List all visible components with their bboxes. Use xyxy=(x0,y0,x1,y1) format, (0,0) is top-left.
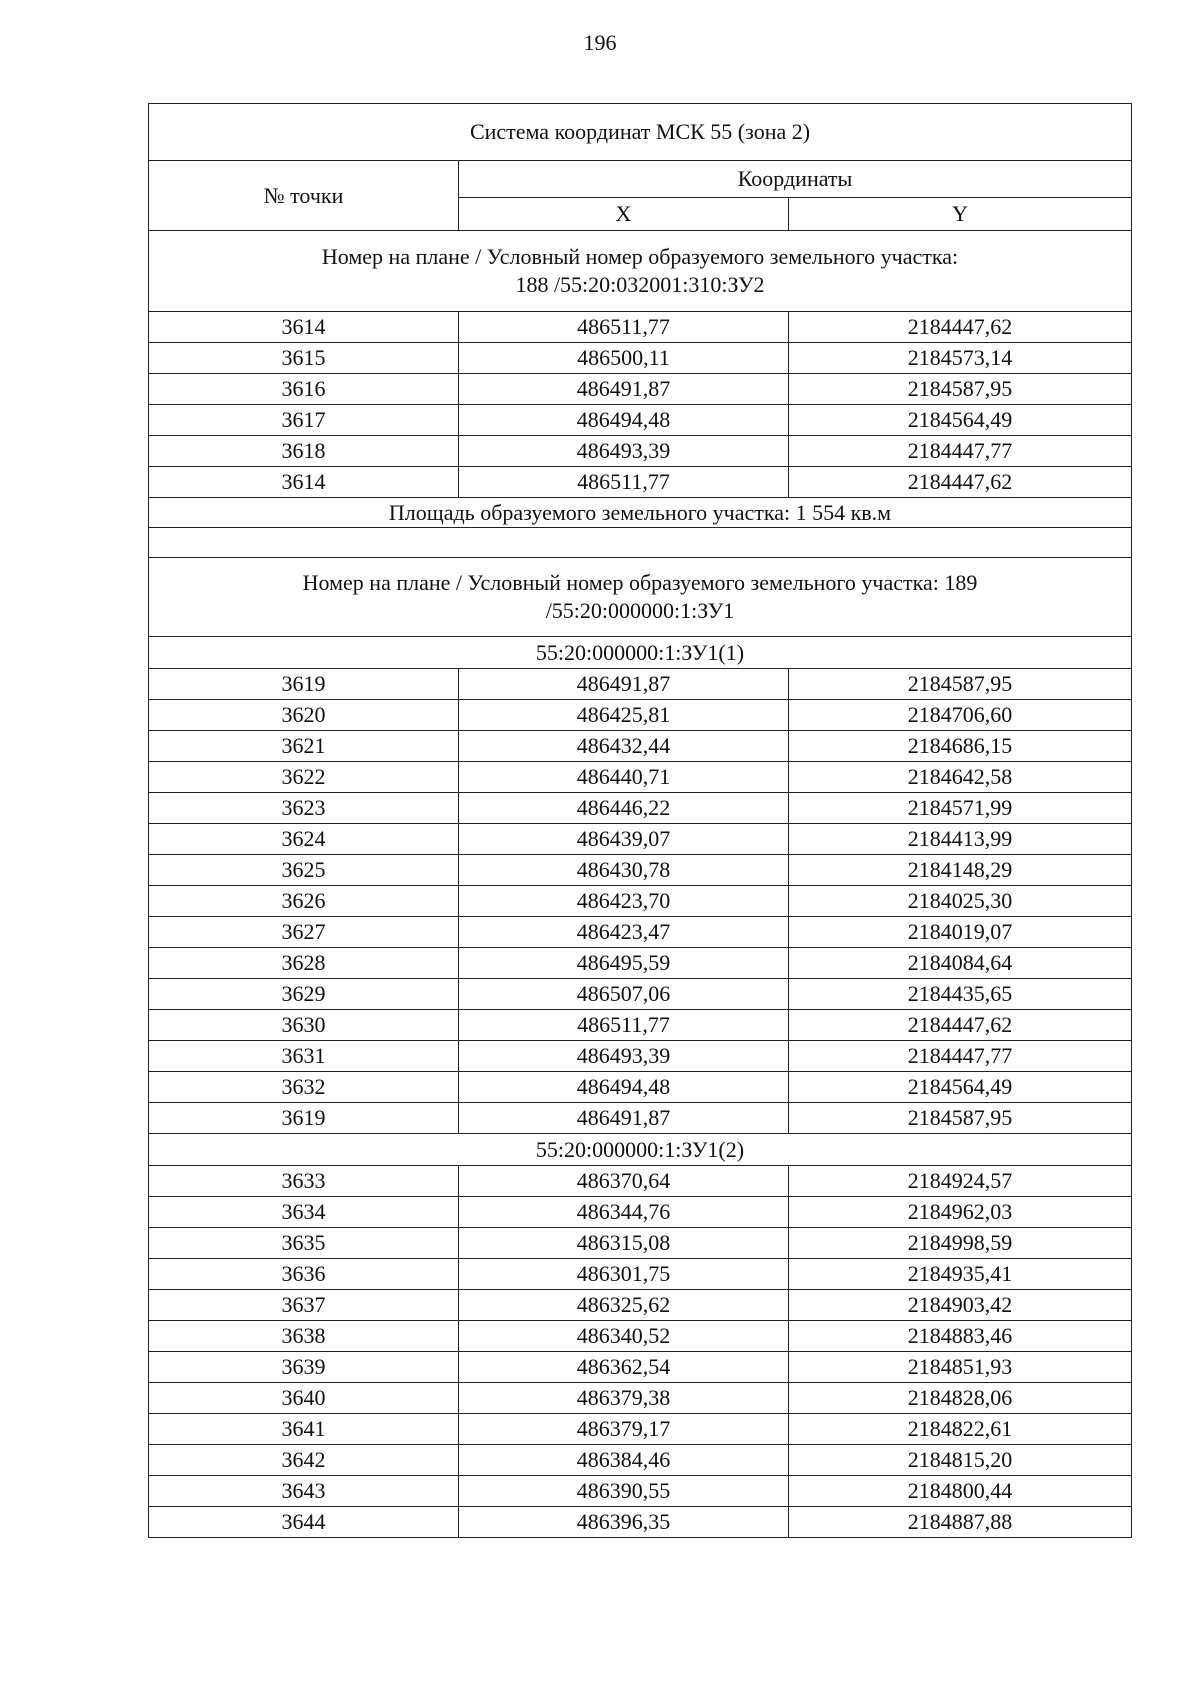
table-row xyxy=(149,1072,1132,1103)
x-coordinate-cell: 486440,71 xyxy=(459,762,789,793)
coordinates-table xyxy=(148,103,1132,1538)
point-number-cell: 3633 xyxy=(149,1166,459,1197)
table-row xyxy=(149,669,1132,700)
x-coordinate-cell: 486511,77 xyxy=(459,467,789,498)
point-number-cell: 3619 xyxy=(149,669,459,700)
point-number-cell: 3637 xyxy=(149,1290,459,1321)
table-row xyxy=(149,312,1132,343)
x-coordinate-cell: 486500,11 xyxy=(459,343,789,374)
table-row xyxy=(149,948,1132,979)
y-coordinate-cell: 2184998,59 xyxy=(789,1228,1132,1259)
coordinates-header: Координаты xyxy=(459,161,1132,198)
plot-189-part2-label: 55:20:000000:1:ЗУ1(2) xyxy=(149,1134,1132,1166)
x-coordinate-cell: 486446,22 xyxy=(459,793,789,824)
x-coordinate-cell: 486423,70 xyxy=(459,886,789,917)
y-coordinate-cell: 2184447,77 xyxy=(789,1041,1132,1072)
table-row xyxy=(149,1041,1132,1072)
table-row xyxy=(149,793,1132,824)
y-coordinate-cell: 2184686,15 xyxy=(789,731,1132,762)
y-coordinate-cell: 2184435,65 xyxy=(789,979,1132,1010)
table-row xyxy=(149,762,1132,793)
point-number-cell: 3641 xyxy=(149,1414,459,1445)
point-number-cell: 3616 xyxy=(149,374,459,405)
x-coordinate-cell: 486495,59 xyxy=(459,948,789,979)
point-number-cell: 3632 xyxy=(149,1072,459,1103)
y-coordinate-cell: 2184447,62 xyxy=(789,467,1132,498)
y-coordinate-cell: 2184815,20 xyxy=(789,1445,1132,1476)
table-row xyxy=(149,1414,1132,1445)
point-number-cell: 3617 xyxy=(149,405,459,436)
x-coordinate-cell: 486511,77 xyxy=(459,312,789,343)
point-number-cell: 3615 xyxy=(149,343,459,374)
x-coordinate-cell: 486494,48 xyxy=(459,405,789,436)
y-coordinate-cell: 2184025,30 xyxy=(789,886,1132,917)
point-number-cell: 3642 xyxy=(149,1445,459,1476)
x-coordinate-cell: 486430,78 xyxy=(459,855,789,886)
x-coordinate-cell: 486384,46 xyxy=(459,1445,789,1476)
y-coordinate-cell: 2184822,61 xyxy=(789,1414,1132,1445)
point-number-cell: 3630 xyxy=(149,1010,459,1041)
x-header: X xyxy=(459,198,789,231)
point-number-cell: 3638 xyxy=(149,1321,459,1352)
plot-189-part1-label: 55:20:000000:1:ЗУ1(1) xyxy=(149,637,1132,669)
x-coordinate-cell: 486439,07 xyxy=(459,824,789,855)
table-row xyxy=(149,1321,1132,1352)
empty-separator-row xyxy=(149,528,1132,558)
point-number-cell: 3618 xyxy=(149,436,459,467)
y-coordinate-cell: 2184587,95 xyxy=(789,669,1132,700)
point-number-cell: 3628 xyxy=(149,948,459,979)
point-number-cell: 3636 xyxy=(149,1259,459,1290)
plot-188-header-line2: 188 /55:20:032001:310:ЗУ2 xyxy=(515,272,765,297)
y-coordinate-cell: 2184447,62 xyxy=(789,312,1132,343)
y-coordinate-cell: 2184447,62 xyxy=(789,1010,1132,1041)
table-row xyxy=(149,1197,1132,1228)
x-coordinate-cell: 486362,54 xyxy=(459,1352,789,1383)
y-coordinate-cell: 2184828,06 xyxy=(789,1383,1132,1414)
y-header: Y xyxy=(789,198,1132,231)
page-number: 196 xyxy=(583,30,617,55)
x-coordinate-cell: 486507,06 xyxy=(459,979,789,1010)
point-number-cell: 3625 xyxy=(149,855,459,886)
table-row xyxy=(149,824,1132,855)
table-row xyxy=(149,467,1132,498)
table-row xyxy=(149,1290,1132,1321)
x-coordinate-cell: 486491,87 xyxy=(459,669,789,700)
point-number-cell: 3640 xyxy=(149,1383,459,1414)
plot-188-area-section xyxy=(149,498,1132,669)
table-row xyxy=(149,917,1132,948)
x-coordinate-cell: 486340,52 xyxy=(459,1321,789,1352)
y-coordinate-cell: 2184564,49 xyxy=(789,1072,1132,1103)
point-number-cell: 3621 xyxy=(149,731,459,762)
y-coordinate-cell: 2184587,95 xyxy=(789,374,1132,405)
point-number-cell: 3631 xyxy=(149,1041,459,1072)
y-coordinate-cell: 2184573,14 xyxy=(789,343,1132,374)
y-coordinate-cell: 2184084,64 xyxy=(789,948,1132,979)
point-number-cell: 3643 xyxy=(149,1476,459,1507)
plot-188-header-line1: Номер на плане / Условный номер образуемого земельного участка: xyxy=(321,244,959,269)
table-row xyxy=(149,374,1132,405)
table-row xyxy=(149,1476,1132,1507)
point-number-cell: 3620 xyxy=(149,700,459,731)
table-row xyxy=(149,700,1132,731)
point-number-cell: 3627 xyxy=(149,917,459,948)
x-coordinate-cell: 486432,44 xyxy=(459,731,789,762)
point-number-cell: 3639 xyxy=(149,1352,459,1383)
plot-189-part2-label-section xyxy=(149,1134,1132,1166)
y-coordinate-cell: 2184851,93 xyxy=(789,1352,1132,1383)
x-coordinate-cell: 486423,47 xyxy=(459,917,789,948)
plot-188-area: Площадь образуемого земельного участка: 1 554 кв.м xyxy=(149,498,1132,528)
plot-189-header-line2: /55:20:000000:1:ЗУ1 xyxy=(545,598,735,623)
point-number-cell: 3635 xyxy=(149,1228,459,1259)
point-number-cell: 3634 xyxy=(149,1197,459,1228)
y-coordinate-cell: 2184447,77 xyxy=(789,436,1132,467)
x-coordinate-cell: 486301,75 xyxy=(459,1259,789,1290)
x-coordinate-cell: 486379,38 xyxy=(459,1383,789,1414)
table-row xyxy=(149,1166,1132,1197)
y-coordinate-cell: 2184935,41 xyxy=(789,1259,1132,1290)
x-coordinate-cell: 486396,35 xyxy=(459,1507,789,1538)
plot-188-section xyxy=(149,231,1132,498)
y-coordinate-cell: 2184642,58 xyxy=(789,762,1132,793)
y-coordinate-cell: 2184883,46 xyxy=(789,1321,1132,1352)
point-number-cell: 3644 xyxy=(149,1507,459,1538)
table-row xyxy=(149,1383,1132,1414)
table-row xyxy=(149,855,1132,886)
table-row xyxy=(149,731,1132,762)
x-coordinate-cell: 486511,77 xyxy=(459,1010,789,1041)
table-row xyxy=(149,1103,1132,1134)
x-coordinate-cell: 486325,62 xyxy=(459,1290,789,1321)
x-coordinate-cell: 486315,08 xyxy=(459,1228,789,1259)
plot-189-part1-section xyxy=(149,669,1132,1134)
x-coordinate-cell: 486491,87 xyxy=(459,374,789,405)
y-coordinate-cell: 2184962,03 xyxy=(789,1197,1132,1228)
x-coordinate-cell: 486493,39 xyxy=(459,436,789,467)
y-coordinate-cell: 2184800,44 xyxy=(789,1476,1132,1507)
table-row xyxy=(149,343,1132,374)
point-number-cell: 3614 xyxy=(149,312,459,343)
y-coordinate-cell: 2184019,07 xyxy=(789,917,1132,948)
table-row xyxy=(149,405,1132,436)
y-coordinate-cell: 2184148,29 xyxy=(789,855,1132,886)
table-row xyxy=(149,1352,1132,1383)
point-number-cell: 3614 xyxy=(149,467,459,498)
y-coordinate-cell: 2184903,42 xyxy=(789,1290,1132,1321)
plot-189-header-line1: Номер на плане / Условный номер образуемого земельного участка: 189 xyxy=(302,570,978,595)
point-number-cell: 3622 xyxy=(149,762,459,793)
point-number-cell: 3623 xyxy=(149,793,459,824)
plot-189-header xyxy=(149,558,1132,637)
point-number-header: № точки xyxy=(149,161,459,231)
x-coordinate-cell: 486379,17 xyxy=(459,1414,789,1445)
plot-189-part2-section xyxy=(149,1166,1132,1538)
table-row xyxy=(149,886,1132,917)
x-coordinate-cell: 486425,81 xyxy=(459,700,789,731)
x-coordinate-cell: 486491,87 xyxy=(459,1103,789,1134)
plot-188-header xyxy=(149,231,1132,312)
table-row xyxy=(149,1010,1132,1041)
y-coordinate-cell: 2184413,99 xyxy=(789,824,1132,855)
x-coordinate-cell: 486494,48 xyxy=(459,1072,789,1103)
y-coordinate-cell: 2184564,49 xyxy=(789,405,1132,436)
y-coordinate-cell: 2184587,95 xyxy=(789,1103,1132,1134)
table-row xyxy=(149,436,1132,467)
point-number-cell: 3624 xyxy=(149,824,459,855)
point-number-cell: 3619 xyxy=(149,1103,459,1134)
x-coordinate-cell: 486390,55 xyxy=(459,1476,789,1507)
table-row xyxy=(149,979,1132,1010)
point-number-cell: 3629 xyxy=(149,979,459,1010)
x-coordinate-cell: 486493,39 xyxy=(459,1041,789,1072)
y-coordinate-cell: 2184924,57 xyxy=(789,1166,1132,1197)
x-coordinate-cell: 486344,76 xyxy=(459,1197,789,1228)
x-coordinate-cell: 486370,64 xyxy=(459,1166,789,1197)
table-row xyxy=(149,1507,1132,1538)
y-coordinate-cell: 2184706,60 xyxy=(789,700,1132,731)
table-row xyxy=(149,1445,1132,1476)
table-row xyxy=(149,1228,1132,1259)
coordinate-system-title: Система координат МСК 55 (зона 2) xyxy=(149,104,1132,161)
table-row xyxy=(149,1259,1132,1290)
y-coordinate-cell: 2184887,88 xyxy=(789,1507,1132,1538)
point-number-cell: 3626 xyxy=(149,886,459,917)
y-coordinate-cell: 2184571,99 xyxy=(789,793,1132,824)
